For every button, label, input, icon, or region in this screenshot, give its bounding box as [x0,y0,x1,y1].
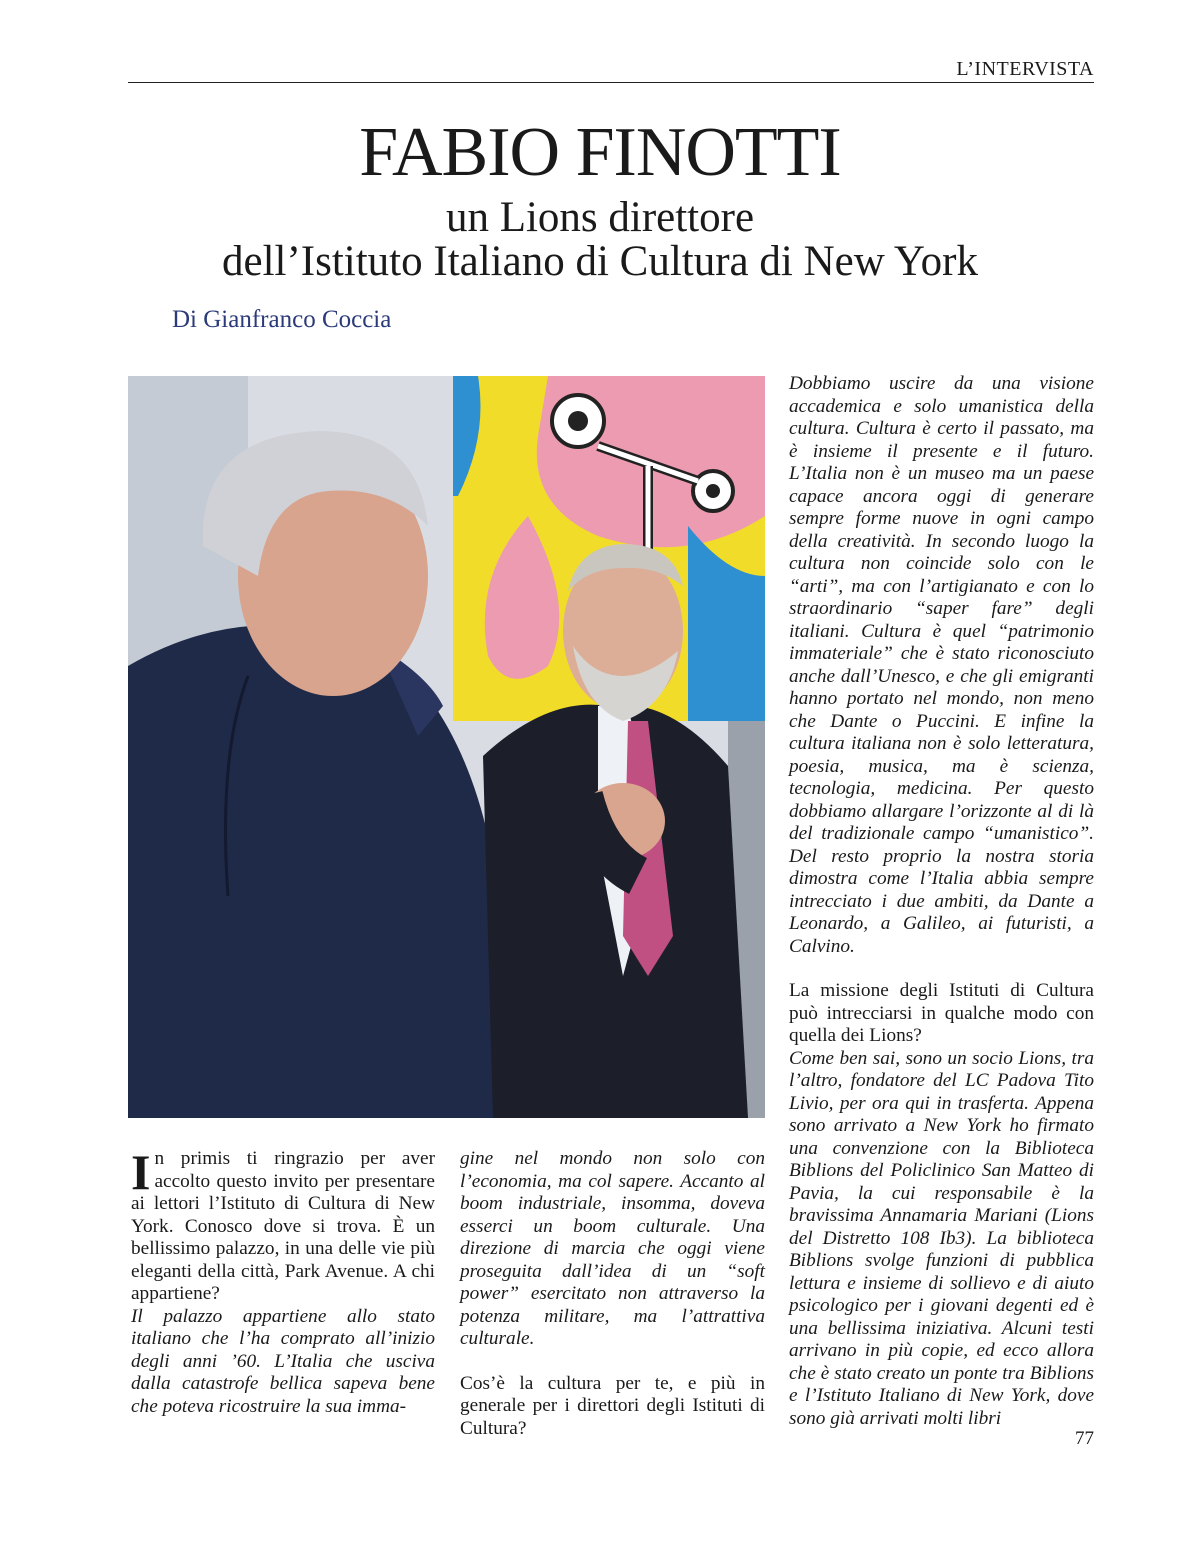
answer-1: Il palazzo appartiene allo stato italiano che l’ha comprato all’inizio degli anni ’60. L’Italia che usciva dalla catastrofe bellica sapeva bene che poteva ricostruire la sua imma- [131,1305,435,1417]
answer-3: Come ben sai, sono un socio Lions, tra l’altro, fondatore del LC Padova Tito Livio, per ora qui in trasferta. Appena sono arrivato a New York ho firmato una convenzione con la Biblioteca Biblions del Policlinico San Matteo di Pavia, la cui responsabile è la bravissima Annamaria Mariani (Lions del Distretto 108 Ib3). La biblioteca Biblions svolge funzioni di pubblica lettura e insieme di sollievo e di aiuto psicologico per i giovani degenti ed è una bellissima iniziativa. Alcuni testi arrivano in più copie, ed ecco allora che è stato creato un ponte tra Biblions e l’Istituto Italiano di New York, dove sono già arrivati molti libri [789,1047,1094,1429]
article-subtitle [0,196,1200,284]
column-3 [789,373,1094,1430]
page-number: 77 [1075,1428,1094,1449]
question-2: Cos’è la cultura per te, e più in generale per i direttori degli Istituti di Cultura? [460,1372,765,1439]
column-2 [460,1148,765,1440]
drop-cap: I [131,1144,151,1200]
answer-2: Dobbiamo uscire da una visione accademica e solo umanistica della cultura. Cultura è certo il passato, ma è insieme il presente e il futuro. L’Italia non è un museo ma un paese capace ancora oggi di generare sempre forme nuove in ogni campo della creatività. In secondo luogo la cultura non coincide solo con le “arti”, ma con l’artigianato e con lo straordinario “saper fare” degli italiani. Cultura è quel “patrimonio immateriale” che è stato riconosciuto anche dall’Unesco, e che gli emigranti hanno portato nel mondo, non meno che Dante o Puccini. E infine la cultura italiana non è solo letteratura, poesia, musica, ma è scienza, tecnologia, medicina. Per questo dobbiamo allargare l’orizzonte al di là del tradizionale campo “umanistico”. Del resto proprio la nostra storia dimostra come l’Italia abbia sempre intrecciato i due ambiti, da Dante a Leonardo, a Galileo, ai futuristi, a Calvino. [789,373,1094,957]
answer-1-continued: gine nel mondo non solo con l’economia, ma col sapere. Accanto al boom industriale, insomma, doveva esserci un boom culturale. Una direzione di marcia che oggi viene proseguita dall’idea di un “soft power” esercitato non attraverso la potenza militare, ma l’attrattiva culturale. [460,1148,765,1349]
article-photo [128,376,765,1118]
column-1 [131,1144,435,1418]
article-title: FABIO FINOTTI [359,114,841,191]
byline: Di Gianfranco Coccia [172,306,392,333]
subtitle-line-2: dell’Istituto Italiano di Cultura di New York [221,238,978,285]
question-3: La missione degli Istituti di Cultura può intrecciarsi in qualche modo con quella dei Lions? [789,980,1094,1046]
section-label: L’INTERVISTA [956,58,1094,80]
subtitle-line-1: un Lions direttore [445,194,755,241]
question-1 [131,1144,435,1306]
question-1-text: n primis ti ringrazio per aver accolto questo invito per presentare ai lettori l’Istituto di Cultura di New York. Conosco dove si trova. È un bellissimo palazzo, in una delle vie più eleganti della città, Park Avenue. A chi appartiene? [131,1148,435,1304]
header-rule [128,82,1094,83]
